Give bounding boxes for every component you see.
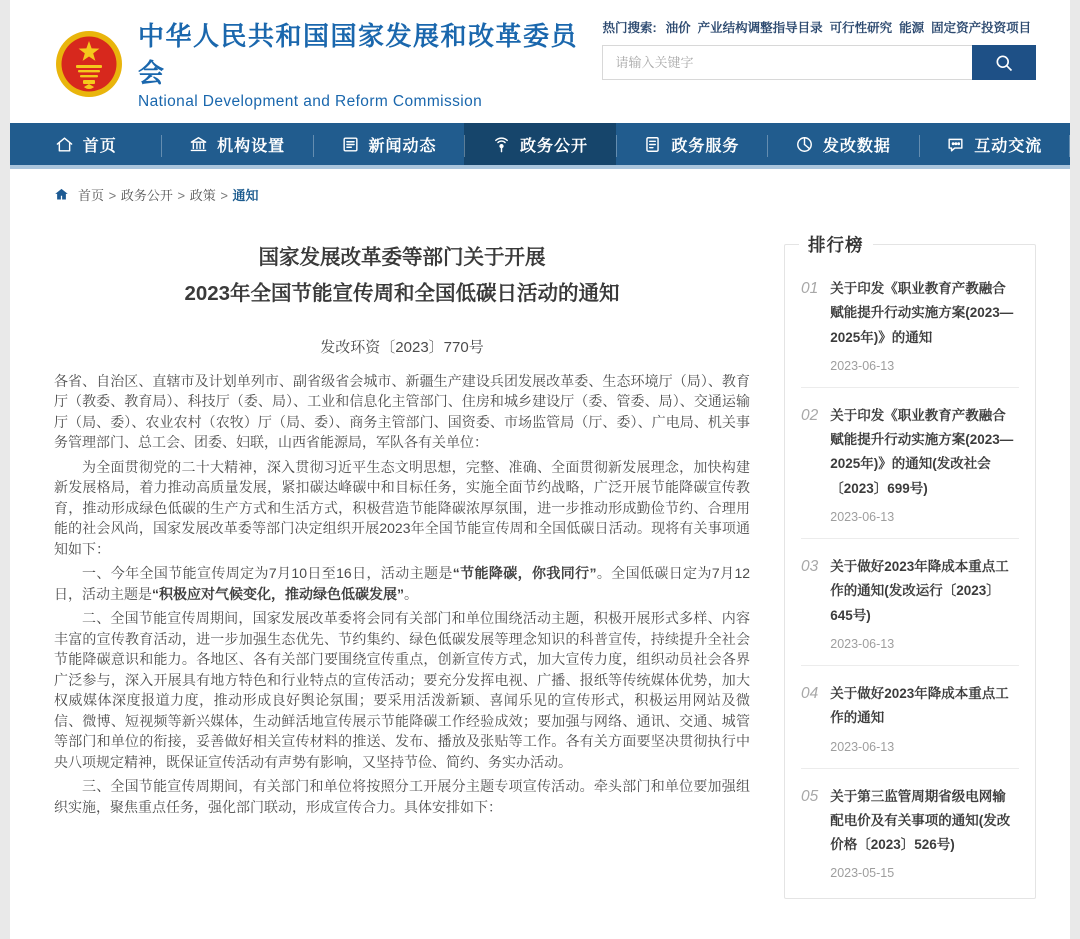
hot-search-label: 热门搜索: (602, 21, 657, 35)
home-icon (55, 135, 74, 154)
breadcrumb-item[interactable]: 政务公开 (120, 188, 177, 203)
article-title-line1: 国家发展改革委等部门关于开展 (258, 246, 546, 269)
article (54, 218, 750, 899)
search-icon (994, 53, 1014, 73)
search-box (602, 45, 1036, 80)
ranking-item-date: 2023-06-13 (830, 636, 895, 651)
nav-item-label: 首页 (82, 137, 117, 155)
hot-search-term[interactable]: 油价 (665, 21, 691, 35)
ranking-number: 03 (801, 558, 819, 576)
article-title-line2: 2023年全国节能宣传周和全国低碳日活动的通知 (184, 281, 620, 305)
hot-search-terms (657, 21, 1032, 35)
article-paragraph: 各省、自治区、直辖市及计划单列市、副省级省会城市、新疆生产建设兵团发展改革委、生态环境厅（局）、教育厅（教委、教育局）、科技厅（委、局）、工业和信息化主管部门、住房和城乡建设厅（委、管委、局）、交通运输厅（局、委）、农业农村（农牧）厅（局、委）、商务主管部门、国资委、市场监管局（厅、委）、广电局、机关事务管理部门、总工会、团委、妇联，山西省能源局，军队各有关单位： (54, 372, 750, 451)
search-button[interactable] (972, 45, 1036, 80)
ranking-item-title[interactable]: 关于印发《职业教育产教融合赋能提升行动实施方案(2023—2025年)》的通知 (830, 281, 1014, 345)
hot-search (602, 18, 1036, 36)
home-icon[interactable] (54, 187, 70, 202)
breadcrumb-separator: > (220, 188, 232, 203)
article-title (54, 240, 750, 312)
article-paragraph: 为全面贯彻党的二十大精神，深入贯彻习近平生态文明思想，完整、准确、全面贯彻新发展理念，加快构建新发展格局，着力推动高质量发展，紧扣碳达峰碳中和目标任务，实施全面节约战略，广泛开展节能降碳宣传教育，推动形成绿色低碳的生产方式和生活方式，积极营造节能降碳浓厚氛围，进一步推动形成勤俭节约、合理用能的社会风尚，国家发展改革委等部门决定组织开展2023年全国节能宣传周和全国低碳日活动。现将有关事项通知如下： (54, 458, 750, 557)
pie-chart-icon (795, 135, 814, 154)
ranking-item-date: 2023-06-13 (830, 739, 895, 754)
nav-item-label: 新闻动态 (368, 137, 437, 155)
page (10, 0, 1070, 939)
broadcast-icon (492, 135, 511, 154)
ranking-item[interactable] (801, 388, 1019, 539)
search-area (602, 16, 1036, 80)
ranking-item-title[interactable]: 关于第三监管周期省级电网输配电价及有关事项的通知(发改价格〔2023〕526号) (830, 788, 1011, 853)
ranking-number: 02 (801, 406, 819, 424)
document-number: 发改环资〔2023〕770号 (320, 338, 484, 356)
bank-icon (189, 135, 208, 154)
ranking-item-date: 2023-06-13 (830, 358, 895, 373)
nav-item-label: 互动交流 (974, 137, 1043, 155)
ranking-item-title[interactable]: 关于做好2023年降成本重点工作的通知 (830, 685, 1009, 726)
site-title-zh: 中华人民共和国国家发展和改革委员会 (138, 21, 579, 88)
nav-item-机构设置[interactable] (161, 123, 312, 165)
ranking-item-title[interactable]: 关于印发《职业教育产教融合赋能提升行动实施方案(2023—2025年)》的通知(发改社会〔2023〕699号) (830, 407, 1014, 496)
nav-item-政务服务[interactable] (616, 123, 767, 165)
nav-item-label: 发改数据 (822, 137, 891, 155)
search-input[interactable] (602, 45, 972, 80)
national-emblem-logo (54, 29, 124, 99)
ranking-item-date: 2023-06-13 (830, 510, 895, 525)
breadcrumb-separator: > (177, 188, 189, 203)
nav-item-首页[interactable] (10, 123, 161, 165)
ranking-number: 01 (801, 280, 819, 297)
breadcrumb (10, 169, 1070, 214)
ranking-sidebar (784, 235, 1036, 899)
breadcrumb-item[interactable]: 首页 (78, 188, 108, 203)
article-body (54, 371, 750, 818)
document-icon (643, 135, 662, 154)
nav-item-label: 政务公开 (519, 137, 588, 155)
nav-item-label: 机构设置 (217, 137, 286, 155)
nav-item-label: 政务服务 (671, 137, 740, 155)
main-nav (10, 123, 1070, 169)
ranking-item[interactable] (801, 539, 1019, 666)
breadcrumb-current: 通知 (232, 188, 259, 203)
breadcrumb-separator: > (108, 188, 120, 203)
breadcrumb-item[interactable]: 政策 (189, 188, 220, 203)
site-header (10, 0, 1070, 123)
news-icon (341, 135, 360, 154)
ranking-number: 04 (801, 684, 819, 702)
hot-search-term[interactable]: 产业结构调整指导目录 (697, 21, 823, 35)
hot-search-term[interactable]: 可行性研究 (829, 21, 893, 35)
hot-search-term[interactable]: 能源 (899, 21, 925, 35)
ranking-item[interactable] (801, 261, 1019, 388)
ranking-item[interactable] (801, 769, 1019, 895)
nav-item-政务公开[interactable] (464, 123, 615, 165)
ranking-item-date: 2023-05-15 (830, 866, 895, 881)
article-paragraph: 一、今年全国节能宣传周定为7月10日至16日，活动主题是“节能降碳，你我同行”。全国低碳日定为7月12日，活动主题是“积极应对气候变化，推动绿色低碳发展”。 (54, 565, 751, 602)
article-paragraph: 三、全国节能宣传周期间，有关部门和单位将按照分工开展分主题专项宣传活动。牵头部门和单位要加强组织实施，聚焦重点任务，强化部门联动，形成宣传合力。具体安排如下： (54, 778, 750, 815)
site-title (138, 16, 602, 111)
article-paragraph: 二、全国节能宣传周期间，国家发展改革委将会同有关部门和单位围绕活动主题，积极开展形式多样、内容丰富的宣传教育活动，进一步加强生态优先、节约集约、绿色低碳发展等理念知识的科普宣传，持续提升全社会节能降碳意识和能力。各地区、各有关部门要围绕宣传重点，创新宣传方式，加大宣传力度，组织动员社会各界广泛参与，深入开展具有地方特色和行业特点的宣传活动；要充分发挥电视、广播、报纸等传统媒体优势，加大权威媒体深度报道力度，推动形成良好舆论氛围；要采用活泼新颖、喜闻乐见的宣传形式，积极运用网站及微信、微博、短视频等新兴媒体，生动鲜活地宣传展示节能降碳工作经验成效；要加强与网络、通讯、交通、城管等部门和单位的衔接，妥善做好相关宣传材料的推送、发布、播放及张贴等工作。各有关方面要坚决贯彻执行中央八项规定精神，既保证宣传活动有声势有影响，又坚持节俭、简约、务实办活动。 (54, 610, 750, 770)
ranking-list (801, 261, 1019, 894)
breadcrumb-trail (78, 185, 259, 204)
ranking-item[interactable] (801, 666, 1019, 769)
nav-item-新闻动态[interactable] (313, 123, 464, 165)
nav-item-互动交流[interactable] (919, 123, 1070, 165)
site-brand[interactable] (54, 16, 602, 111)
ranking-number: 05 (801, 787, 819, 805)
ranking-item-title[interactable]: 关于做好2023年降成本重点工作的通知(发改运行〔2023〕645号) (830, 559, 1009, 623)
nav-item-发改数据[interactable] (767, 123, 918, 165)
ranking-title: 排行榜 (799, 232, 873, 257)
chat-icon (946, 135, 965, 154)
hot-search-term[interactable]: 固定资产投资项目 (931, 21, 1032, 35)
site-title-en: National Development and Reform Commission (138, 93, 483, 110)
content (10, 214, 1070, 939)
